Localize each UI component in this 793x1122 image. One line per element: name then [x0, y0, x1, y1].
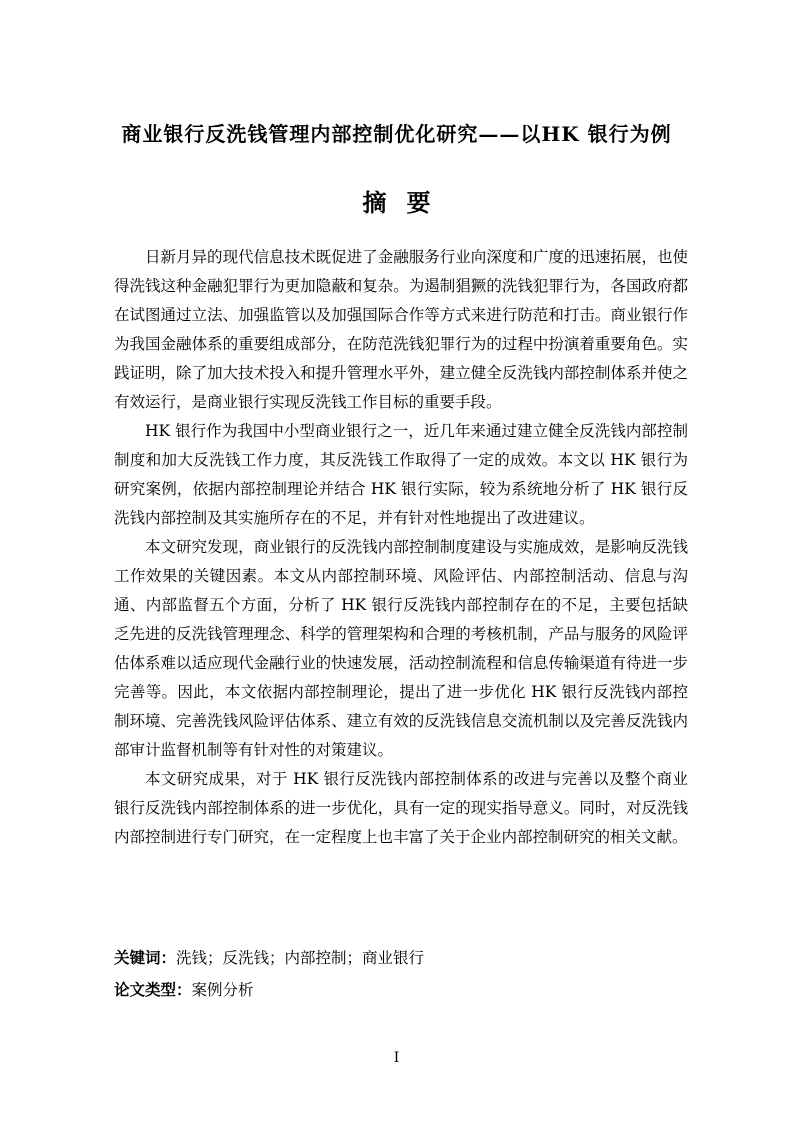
abstract-paragraph-4: 本文研究成果，对于 HK 银行反洗钱内部控制体系的改进与完善以及整个商业银行反洗钱内部控制体系的进一步优化，具有一定的现实指导意义。同时，对反洗钱内部控制进行专门研究，在一定程度上也丰富了关于企业内部控制研究的相关文献。: [114, 770, 688, 846]
abstract-heading: 摘要: [362, 188, 451, 217]
paper-type-label: 论文类型：: [114, 981, 192, 999]
paper-type-value: 案例分析: [191, 981, 254, 999]
keywords-value: 洗钱；反洗钱；内部控制；商业银行: [176, 949, 425, 967]
keywords-label: 关键词：: [114, 949, 177, 967]
abstract-body: [114, 243, 688, 852]
paper-type-line: [114, 976, 688, 1005]
document-title: 商业银行反洗钱管理内部控制优化研究——以HK 银行为例: [121, 122, 672, 146]
keywords-line: [114, 944, 688, 973]
abstract-paragraph-1: 日新月异的现代信息技术既促进了金融服务行业向深度和广度的迅速拓展，也使得洗钱这种金融犯罪行为更加隐蔽和复杂。为遏制猖獗的洗钱犯罪行为，各国政府都在试图通过立法、加强监管以及加强国际合作等方式来进行防范和打击。商业银行作为我国金融体系的重要组成部分，在防范洗钱犯罪行为的过程中扮演着重要角色。实践证明，除了加大技术投入和提升管理水平外，建立健全反洗钱内部控制体系并使之有效运行，是商业银行实现反洗钱工作目标的重要手段。: [114, 248, 688, 411]
page-number: I: [393, 1050, 400, 1066]
abstract-paragraph-2: HK 银行作为我国中小型商业银行之一，近几年来通过建立健全反洗钱内部控制制度和加大反洗钱工作力度，其反洗钱工作取得了一定的成效。本文以 HK 银行为研究案例，依据内部控制理论并结合 HK 银行实际，较为系统地分析了 HK 银行反洗钱内部控制及其实施所存在的不足，并有针对性地提出了改进建议。: [114, 422, 688, 527]
abstract-paragraph-3: 本文研究发现，商业银行的反洗钱内部控制制度建设与实施成效，是影响反洗钱工作效果的关键因素。本文从内部控制环境、风险评估、内部控制活动、信息与沟通、内部监督五个方面，分析了 HK 银行反洗钱内部控制存在的不足，主要包括缺乏先进的反洗钱管理理念、科学的管理架构和合理的考核机制，产品与服务的风险评估体系难以适应现代金融行业的快速发展，活动控制流程和信息传输渠道有待进一步完善等。因此，本文依据内部控制理论，提出了进一步优化 HK 银行反洗钱内部控制环境、完善洗钱风险评估体系、建立有效的反洗钱信息交流机制以及完善反洗钱内部审计监督机制等有针对性的对策建议。: [114, 538, 688, 759]
